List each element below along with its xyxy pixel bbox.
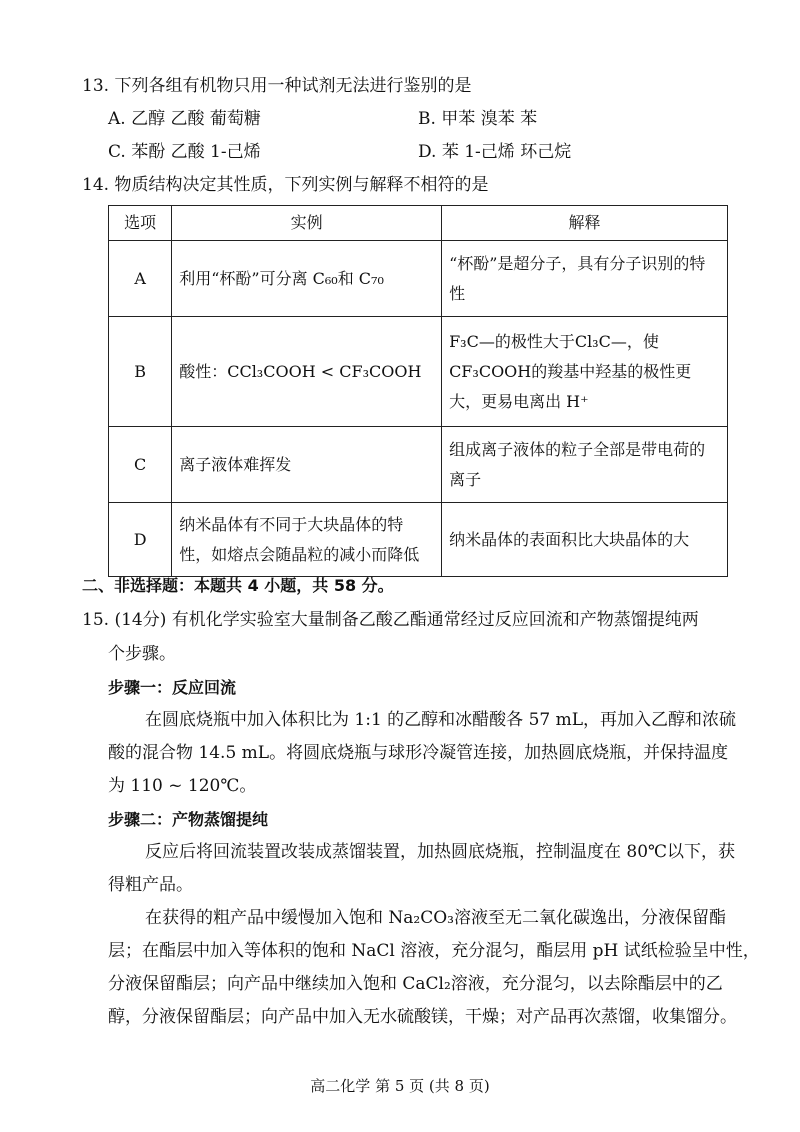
q15-step1-line1: 在圆底烧瓶中加入体积比为 1:1 的乙醇和冰醋酸各 57 mL，再加入乙醇和浓硫 (145, 710, 737, 730)
q14-stem: 14. 物质结构决定其性质，下列实例与解释不相符的是 (82, 175, 489, 195)
q14-row-c-explanation: 组成离子液体的粒子全部是带电荷的离子 (442, 427, 728, 503)
q15-stem-line2: 个步骤。 (108, 644, 176, 664)
q13-option-d: D. 苯 1-己烯 环己烷 (418, 142, 572, 162)
q14-row-b-example: 酸性：CCl₃COOH < CF₃COOH (172, 317, 442, 427)
q14-row-c (109, 427, 728, 503)
q15-step1-line3: 为 110 ~ 120℃。 (108, 776, 257, 796)
q13-option-c: C. 苯酚 乙酸 1-己烯 (108, 142, 261, 162)
q15-step1-line2: 酸的混合物 14.5 mL。将圆底烧瓶与球形冷凝管连接，加热圆底烧瓶，并保持温度 (108, 743, 729, 763)
q15-step2-p2-line3: 分液保留酯层；向产品中继续加入饱和 CaCl₂溶液，充分混匀，以去除酯层中的乙 (108, 974, 723, 994)
q14-row-c-example: 离子液体难挥发 (172, 427, 442, 503)
q14-header-row (109, 206, 728, 241)
q14-header-option: 选项 (109, 206, 172, 241)
q14-header-example: 实例 (172, 206, 442, 241)
q14-row-b (109, 317, 728, 427)
q15-step2-p2-line1: 在获得的粗产品中缓慢加入饱和 Na₂CO₃溶液至无二氧化碳逸出，分液保留酯 (145, 908, 726, 928)
q15-step2-p1-line1: 反应后将回流装置改装成蒸馏装置，加热圆底烧瓶，控制温度在 80℃以下，获 (145, 842, 736, 862)
q14-row-a-explanation: “杯酚”是超分子，具有分子识别的特性 (442, 241, 728, 317)
q13-stem: 13. 下列各组有机物只用一种试剂无法进行鉴别的是 (82, 76, 472, 96)
q13-option-b: B. 甲苯 溴苯 苯 (418, 109, 538, 129)
q14-row-a-example: 利用“杯酚”可分离 C₆₀和 C₇₀ (172, 241, 442, 317)
q15-step2-title: 步骤二：产物蒸馏提纯 (108, 810, 269, 829)
q14-row-d-example: 纳米晶体有不同于大块晶体的特性，如熔点会随晶粒的减小而降低 (172, 503, 442, 577)
q14-row-c-option: C (109, 427, 172, 503)
q14-row-d (109, 503, 728, 577)
q15-step2-p2-line2: 层；在酯层中加入等体积的饱和 NaCl 溶液，充分混匀，酯层用 pH 试纸检验呈中性， (108, 941, 760, 961)
q14-header-explanation: 解释 (442, 206, 728, 241)
q14-row-d-explanation: 纳米晶体的表面积比大块晶体的大 (442, 503, 728, 577)
q14-row-a-option: A (109, 241, 172, 317)
q15-stem-line1: 15. (14分) 有机化学实验室大量制备乙酸乙酯通常经过反应回流和产物蒸馏提纯两 (82, 610, 699, 630)
q15-step2-p2-line4: 醇，分液保留酯层；向产品中加入无水硫酸镁，干燥；对产品再次蒸馏，收集馏分。 (108, 1007, 737, 1027)
page-footer: 高二化学 第 5 页 (共 8 页) (310, 1077, 490, 1095)
q14-row-a (109, 241, 728, 317)
q14-row-d-option: D (109, 503, 172, 577)
q15-step2-p1-line2: 得粗产品。 (108, 875, 193, 895)
q13-option-a: A. 乙醇 乙酸 葡萄糖 (108, 109, 261, 129)
section2-title: 二、非选择题：本题共 4 小题，共 58 分。 (82, 576, 394, 595)
q14-row-b-explanation: F₃C—的极性大于Cl₃C—，使CF₃COOH的羧基中羟基的极性更大，更易电离出 H⁺ (442, 317, 728, 427)
q14-table (108, 205, 728, 577)
q14-row-b-option: B (109, 317, 172, 427)
q15-step1-title: 步骤一：反应回流 (108, 678, 237, 697)
